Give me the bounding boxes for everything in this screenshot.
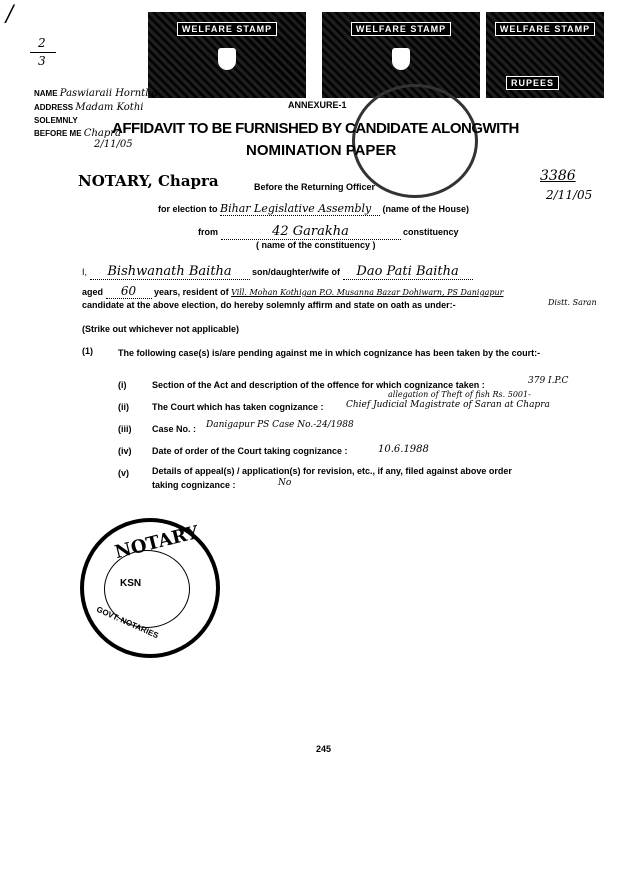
notary-header: NOTARY, Chapra bbox=[78, 172, 219, 190]
item-1-num: (1) bbox=[82, 346, 93, 356]
notary-seal bbox=[80, 518, 220, 658]
sub-item-1-value: 379 I.P.C bbox=[528, 376, 569, 386]
margin-notes: NAME Paswiaraii Horntl a ADDRESS Madam Kothi SOLEMNLY BEFORE ME Chapra 2/11/05 bbox=[34, 88, 158, 150]
sub-item-5-text2: taking cognizance : bbox=[152, 480, 236, 490]
sub-item-2-text: The Court which has taken cognizance : bbox=[152, 402, 324, 412]
fraction-top: 2 bbox=[38, 36, 46, 50]
affidavit-title: AFFIDAVIT TO BE FURNISHED BY CANDIDATE ALONGWITH bbox=[112, 120, 519, 137]
sub-item-4-value: 10.6.1988 bbox=[378, 444, 429, 455]
deponent-line: I, Bishwanath Baitha son/daughter/wife of Dao Pati Baitha bbox=[82, 264, 473, 280]
welfare-stamp-1: WELFARE STAMP bbox=[148, 12, 306, 98]
sub-item-1-text: Section of the Act and description of the offence for which cognizance taken : bbox=[152, 380, 485, 390]
fraction-bar bbox=[30, 52, 56, 53]
sub-item-3-text: Case No. : bbox=[152, 424, 197, 434]
sub-item-1-num: (i) bbox=[118, 380, 127, 390]
notary-seal-inner-ring bbox=[104, 550, 190, 628]
corner-slash: / bbox=[6, 2, 14, 27]
sub-item-3-value: Danigapur PS Case No.-24/1988 bbox=[206, 420, 354, 430]
sub-item-5-text: Details of appeal(s) / application(s) for revision, etc., if any, filed against above order bbox=[152, 466, 512, 476]
notary-seal-top: NOTARY bbox=[112, 521, 202, 564]
emblem-icon bbox=[392, 48, 410, 70]
serial-number: 3386 bbox=[540, 168, 576, 184]
election-line: for election to Bihar Legislative Assembly (name of the House) bbox=[158, 202, 470, 215]
sub-item-2-value: Chief Judicial Magistrate of Saran at Chapra bbox=[346, 400, 550, 410]
sub-item-4-text: Date of order of the Court taking cognizance : bbox=[152, 446, 348, 456]
aged-line: aged 60 years, resident of Vill. Mohan Kothigan P.O. Musanna Bazar Dohiwarn, PS Danigapur bbox=[82, 284, 504, 298]
district: Distt. Saran bbox=[548, 298, 597, 307]
annexure-label: ANNEXURE-1 bbox=[288, 100, 347, 110]
serial-date: 2/11/05 bbox=[546, 188, 593, 202]
item-1-text: The following case(s) is/are pending against me in which cognizance has been taken by the court:- bbox=[118, 348, 541, 358]
sub-item-5-value: No bbox=[278, 478, 292, 488]
page-number: 245 bbox=[316, 744, 332, 754]
emblem-icon bbox=[218, 48, 236, 70]
notary-seal-middle: KSN bbox=[120, 578, 142, 589]
returning-officer: Before the Returning Officer bbox=[254, 182, 376, 192]
fraction-bottom: 3 bbox=[38, 54, 46, 68]
constituency-line: from 42 Garakha constituency bbox=[198, 224, 459, 239]
constituency-note: ( name of the constituency ) bbox=[256, 240, 376, 250]
sub-item-4-num: (iv) bbox=[118, 446, 132, 456]
notary-seal-bottom: GOVT. NOTARIES bbox=[95, 604, 160, 641]
notary-seal-partial bbox=[352, 84, 478, 198]
candidate-text: candidate at the above election, do hereby solemnly affirm and state on oath as under:- bbox=[82, 300, 456, 310]
strike-note: (Strike out whichever not applicable) bbox=[82, 324, 240, 334]
sub-item-1-value2: allegation of Theft of fish Rs. 5001- bbox=[388, 390, 531, 399]
sub-item-2-num: (ii) bbox=[118, 402, 129, 412]
affidavit-subtitle: NOMINATION PAPER bbox=[246, 142, 397, 159]
sub-item-5-num: (v) bbox=[118, 468, 129, 478]
welfare-stamp-3: WELFARE STAMP RUPEES bbox=[486, 12, 604, 98]
sub-item-3-num: (iii) bbox=[118, 424, 132, 434]
welfare-stamp-2: WELFARE STAMP bbox=[322, 12, 480, 98]
